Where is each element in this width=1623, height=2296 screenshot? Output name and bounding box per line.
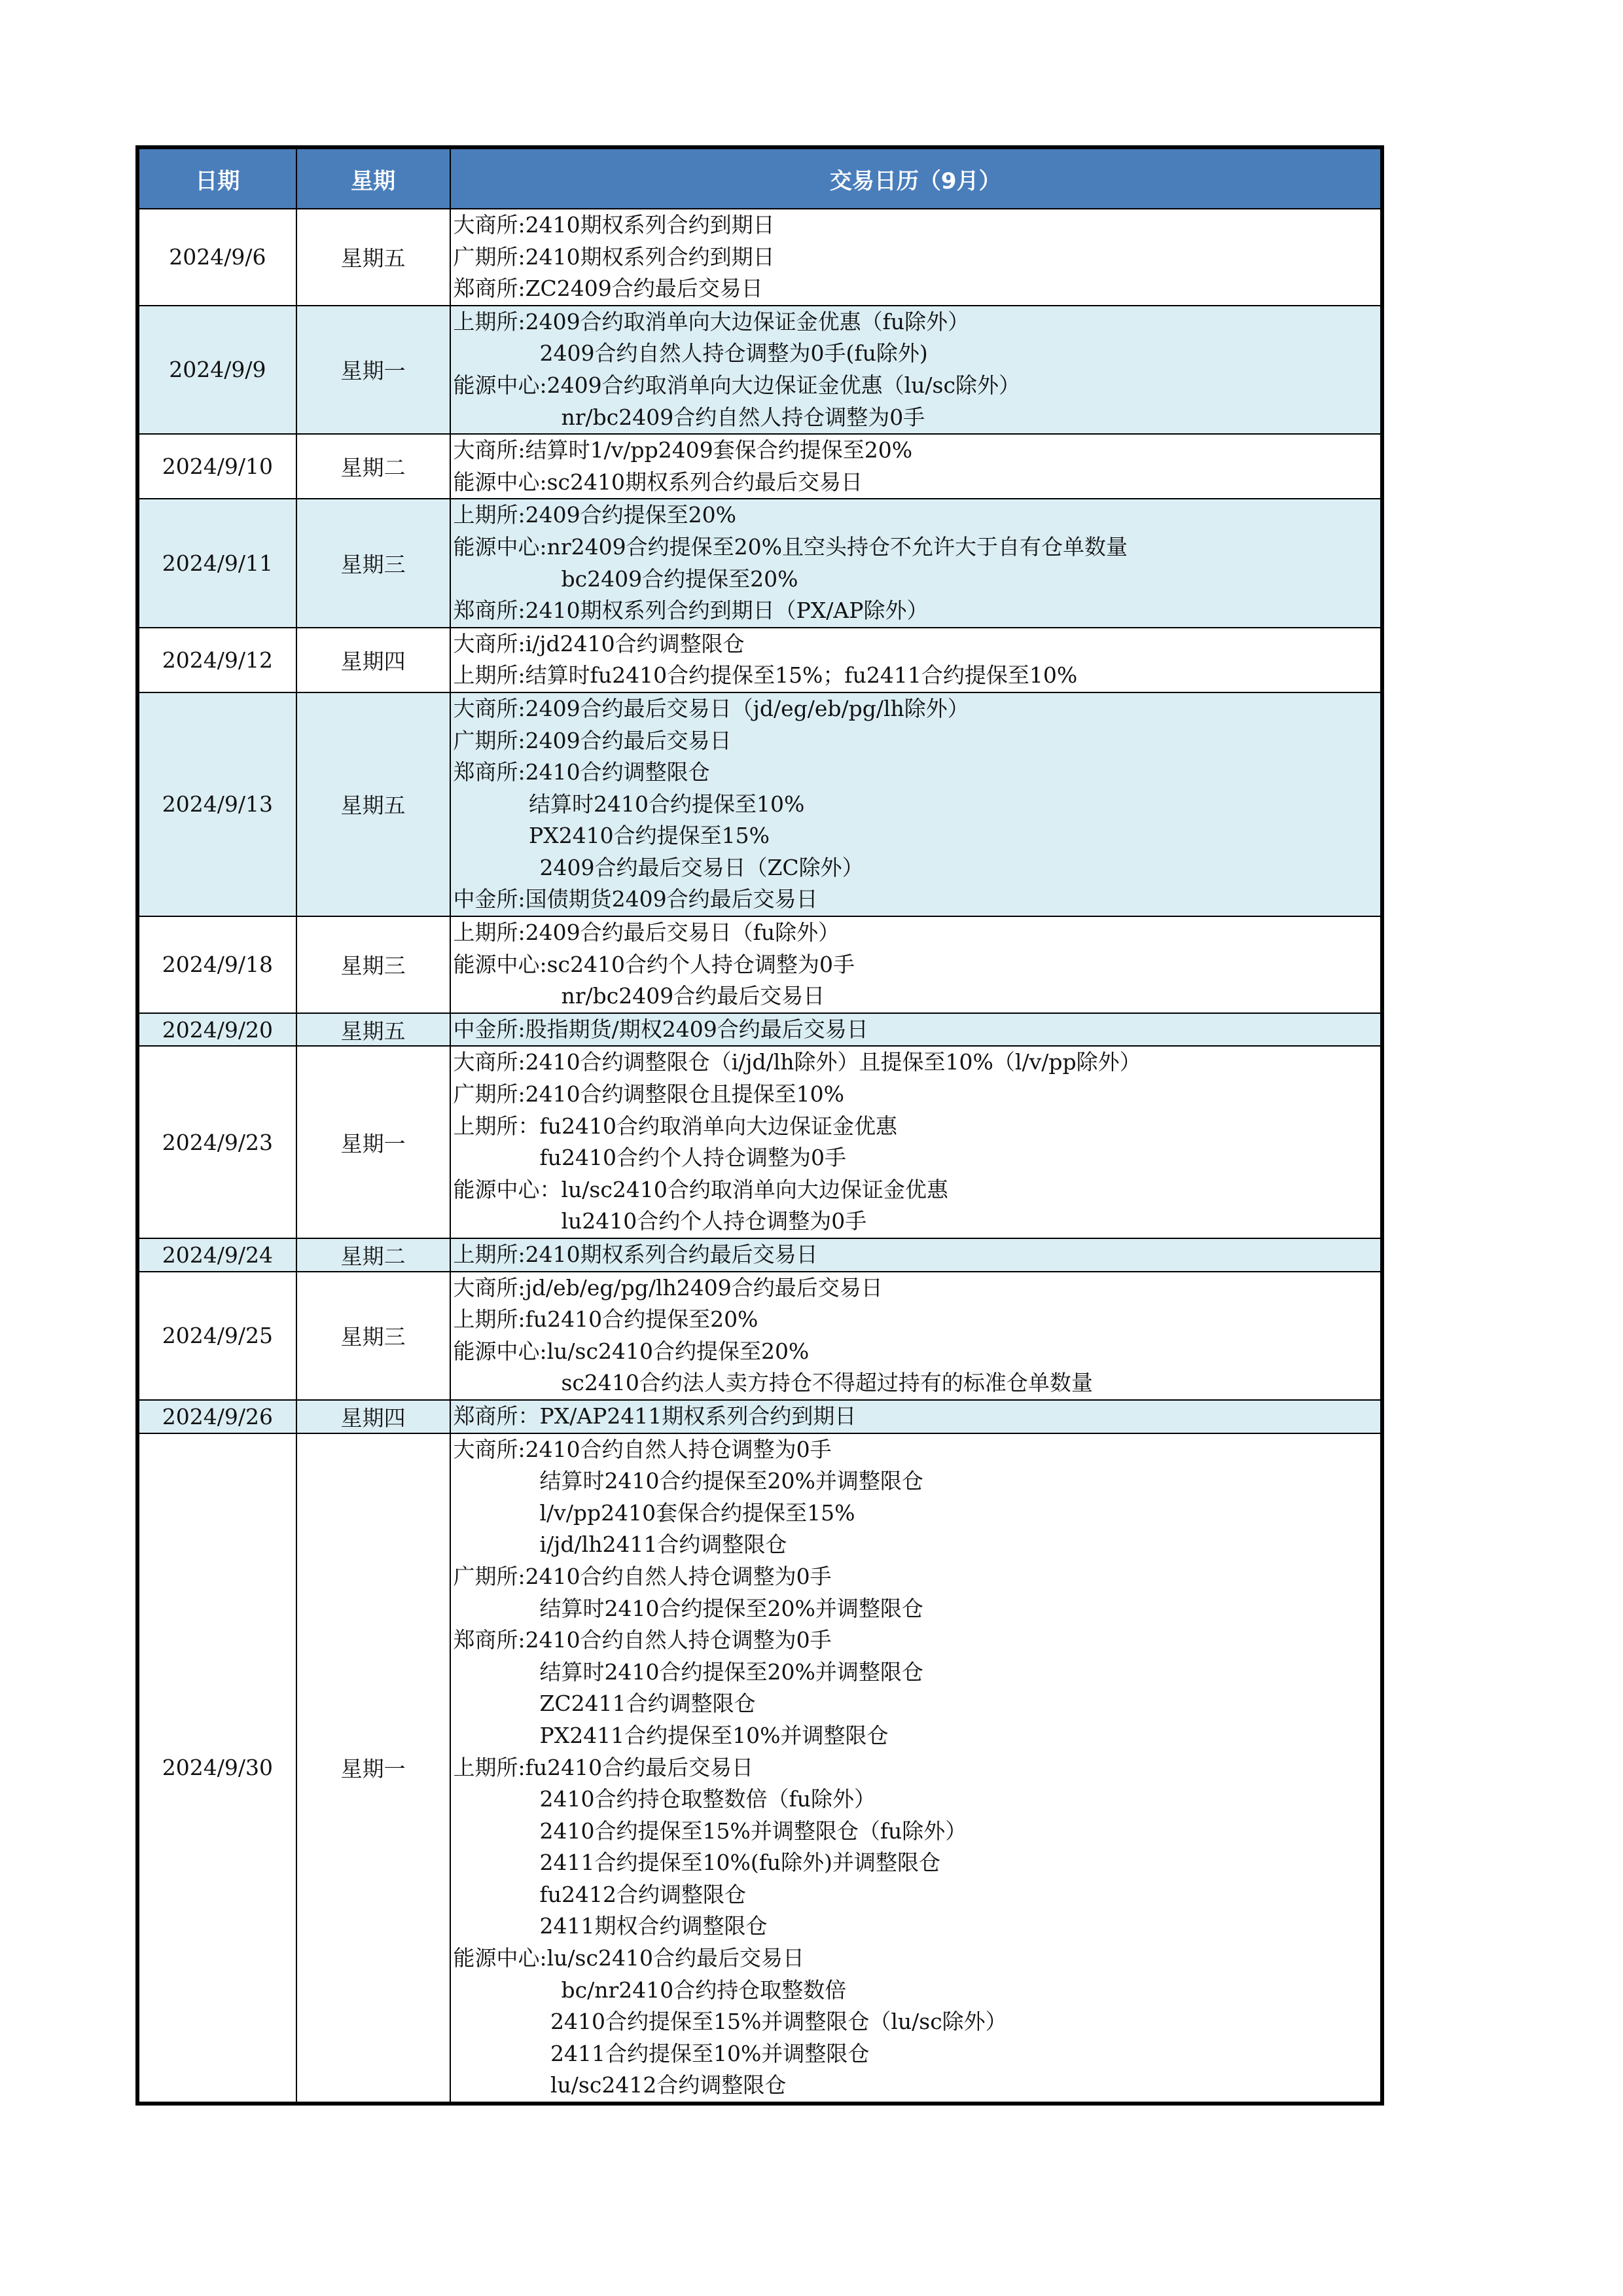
event-line: nr/bc2409合约自然人持仓调整为0手 [561,404,925,430]
event-line: 结算时2410合约提保至20%并调整限仓 [539,1595,923,1621]
table-row [137,1272,1382,1400]
table-row [137,628,1382,692]
date-cell: 2024/9/13 [137,692,296,916]
event-line: 能源中心:2409合约取消单向大边保证金优惠（lu/sc除外） [453,372,1020,398]
event-line: 上期所:2409合约提保至20% [453,502,736,528]
event-line: 上期所:2410期权系列合约最后交易日 [453,1242,818,1267]
header-calendar: 交易日历（9月） [450,147,1383,209]
event-line: 能源中心:sc2410期权系列合约最后交易日 [453,469,863,495]
table-row [137,916,1382,1013]
date-cell: 2024/9/10 [137,434,296,499]
event-line: 中金所:国债期货2409合约最后交易日 [453,886,818,912]
event-line: 上期所:结算时fu2410合约提保至15%；fu2411合约提保至10% [453,662,1078,689]
event-line: bc2409合约提保至20% [561,565,798,592]
event-line: 大商所:2410期权系列合约到期日 [453,212,775,238]
events-cell [450,1272,1383,1400]
event-line: 大商所:2409合约最后交易日（jd/eg/eb/pg/lh除外） [453,695,969,721]
date-cell: 2024/9/26 [137,1400,296,1433]
events-cell [450,1013,1383,1047]
events-cell [450,434,1383,499]
event-line: lu/sc2412合约调整限仓 [550,2072,787,2098]
event-line: 大商所:2410合约自然人持仓调整为0手 [453,1436,832,1462]
event-line: PX2410合约提保至15% [529,823,770,849]
weekday-cell: 星期一 [296,306,450,434]
event-line: 广期所:2410合约调整限仓且提保至10% [453,1081,844,1107]
weekday-cell: 星期一 [296,1433,450,2104]
event-line: 上期所:fu2410合约最后交易日 [453,1754,754,1780]
date-cell: 2024/9/18 [137,916,296,1013]
event-line: 能源中心:sc2410合约个人持仓调整为0手 [453,951,855,977]
event-line: 中金所:股指期货/期权2409合约最后交易日 [453,1016,868,1042]
weekday-cell: 星期三 [296,499,450,627]
events-cell [450,1238,1383,1272]
event-line: 能源中心：lu/sc2410合约取消单向大边保证金优惠 [453,1176,948,1202]
event-line: ZC2411合约调整限仓 [539,1691,756,1717]
weekday-cell: 星期四 [296,1400,450,1433]
event-line: 广期所:2410期权系列合约到期日 [453,243,775,270]
weekday-cell: 星期五 [296,209,450,306]
event-line: 2411合约提保至10%并调整限仓 [550,2040,870,2066]
event-line: l/v/pp2410套保合约提保至15% [539,1499,855,1526]
table-row [137,1013,1382,1047]
table-row [137,1238,1382,1272]
event-line: 2409合约自然人持仓调整为0手(fu除外) [539,340,928,367]
event-line: 2409合约最后交易日（ZC除外） [539,854,864,880]
event-line: i/jd/lh2411合约调整限仓 [539,1532,787,1558]
weekday-cell: 星期三 [296,1272,450,1400]
event-line: PX2411合约提保至10%并调整限仓 [539,1722,889,1748]
events-cell [450,628,1383,692]
date-cell: 2024/9/20 [137,1013,296,1047]
event-line: 广期所:2409合约最后交易日 [453,727,732,753]
event-line: 2410合约提保至15%并调整限仓（lu/sc除外） [550,2009,1007,2035]
event-line: 郑商所:2410合约自然人持仓调整为0手 [453,1627,832,1653]
event-line: 上期所:2409合约取消单向大边保证金优惠（fu除外） [453,308,970,334]
event-line: 郑商所:2410期权系列合约到期日（PX/AP除外） [453,598,929,624]
events-cell [450,209,1383,306]
event-line: 2410合约持仓取整数倍（fu除外） [539,1786,876,1812]
table-row [137,1046,1382,1238]
event-line: 能源中心:lu/sc2410合约最后交易日 [453,1945,804,1971]
header-date: 日期 [137,147,296,209]
date-cell: 2024/9/30 [137,1433,296,2104]
event-line: sc2410合约法人卖方持仓不得超过持有的标准仓单数量 [561,1370,1093,1396]
table-row [137,1400,1382,1433]
date-cell: 2024/9/25 [137,1272,296,1400]
event-line: 2411期权合约调整限仓 [539,1913,768,1939]
event-line: 结算时2410合约提保至20%并调整限仓 [539,1659,923,1685]
events-cell [450,499,1383,627]
date-cell: 2024/9/12 [137,628,296,692]
date-cell: 2024/9/9 [137,306,296,434]
events-cell [450,306,1383,434]
event-line: 上期所：fu2410合约取消单向大边保证金优惠 [453,1113,897,1139]
event-line: bc/nr2410合约持仓取整数倍 [561,1977,847,2003]
event-line: 2410合约提保至15%并调整限仓（fu除外） [539,1818,967,1844]
weekday-cell: 星期五 [296,1013,450,1047]
calendar-body [137,209,1382,2104]
event-line: 上期所:2409合约最后交易日（fu除外） [453,920,840,946]
event-line: 2411合约提保至10%(fu除外)并调整限仓 [539,1850,941,1876]
event-line: 大商所:i/jd2410合约调整限仓 [453,630,745,656]
events-cell [450,1400,1383,1433]
date-cell: 2024/9/24 [137,1238,296,1272]
weekday-cell: 星期二 [296,1238,450,1272]
event-line: fu2410合约个人持仓调整为0手 [539,1145,846,1171]
table-row [137,306,1382,434]
event-line: 结算时2410合约提保至20%并调整限仓 [539,1468,923,1494]
event-line: 郑商所:ZC2409合约最后交易日 [453,276,763,302]
table-row [137,692,1382,916]
date-cell: 2024/9/11 [137,499,296,627]
event-line: fu2412合约调整限仓 [539,1881,746,1907]
event-line: 郑商所:2410合约调整限仓 [453,759,710,785]
event-line: 能源中心:lu/sc2410合约提保至20% [453,1338,810,1364]
date-cell: 2024/9/6 [137,209,296,306]
event-line: lu2410合约个人持仓调整为0手 [561,1208,867,1234]
events-cell [450,1046,1383,1238]
weekday-cell: 星期一 [296,1046,450,1238]
event-line: 郑商所：PX/AP2411期权系列合约到期日 [453,1403,857,1429]
event-line: 大商所:结算时1/v/pp2409套保合约提保至20% [453,437,913,463]
header-weekday: 星期 [296,147,450,209]
weekday-cell: 星期四 [296,628,450,692]
header-row [137,147,1382,209]
event-line: 上期所:fu2410合约提保至20% [453,1306,758,1333]
event-line: 大商所:2410合约调整限仓（i/jd/lh除外）且提保至10%（l/v/pp除外） [453,1049,1141,1075]
event-line: 结算时2410合约提保至10% [529,791,805,817]
event-line: 广期所:2410合约自然人持仓调整为0手 [453,1563,832,1589]
events-cell [450,692,1383,916]
event-line: 能源中心:nr2409合约提保至20%且空头持仓不允许大于自有仓单数量 [453,533,1128,560]
event-line: nr/bc2409合约最后交易日 [561,983,825,1009]
table-row [137,1433,1382,2104]
weekday-cell: 星期五 [296,692,450,916]
weekday-cell: 星期二 [296,434,450,499]
table-row [137,499,1382,627]
events-cell [450,1433,1383,2104]
event-line: 大商所:jd/eb/eg/pg/lh2409合约最后交易日 [453,1274,883,1300]
trading-calendar-table [135,145,1384,2106]
table-row [137,209,1382,306]
weekday-cell: 星期三 [296,916,450,1013]
events-cell [450,916,1383,1013]
table-row [137,434,1382,499]
date-cell: 2024/9/23 [137,1046,296,1238]
